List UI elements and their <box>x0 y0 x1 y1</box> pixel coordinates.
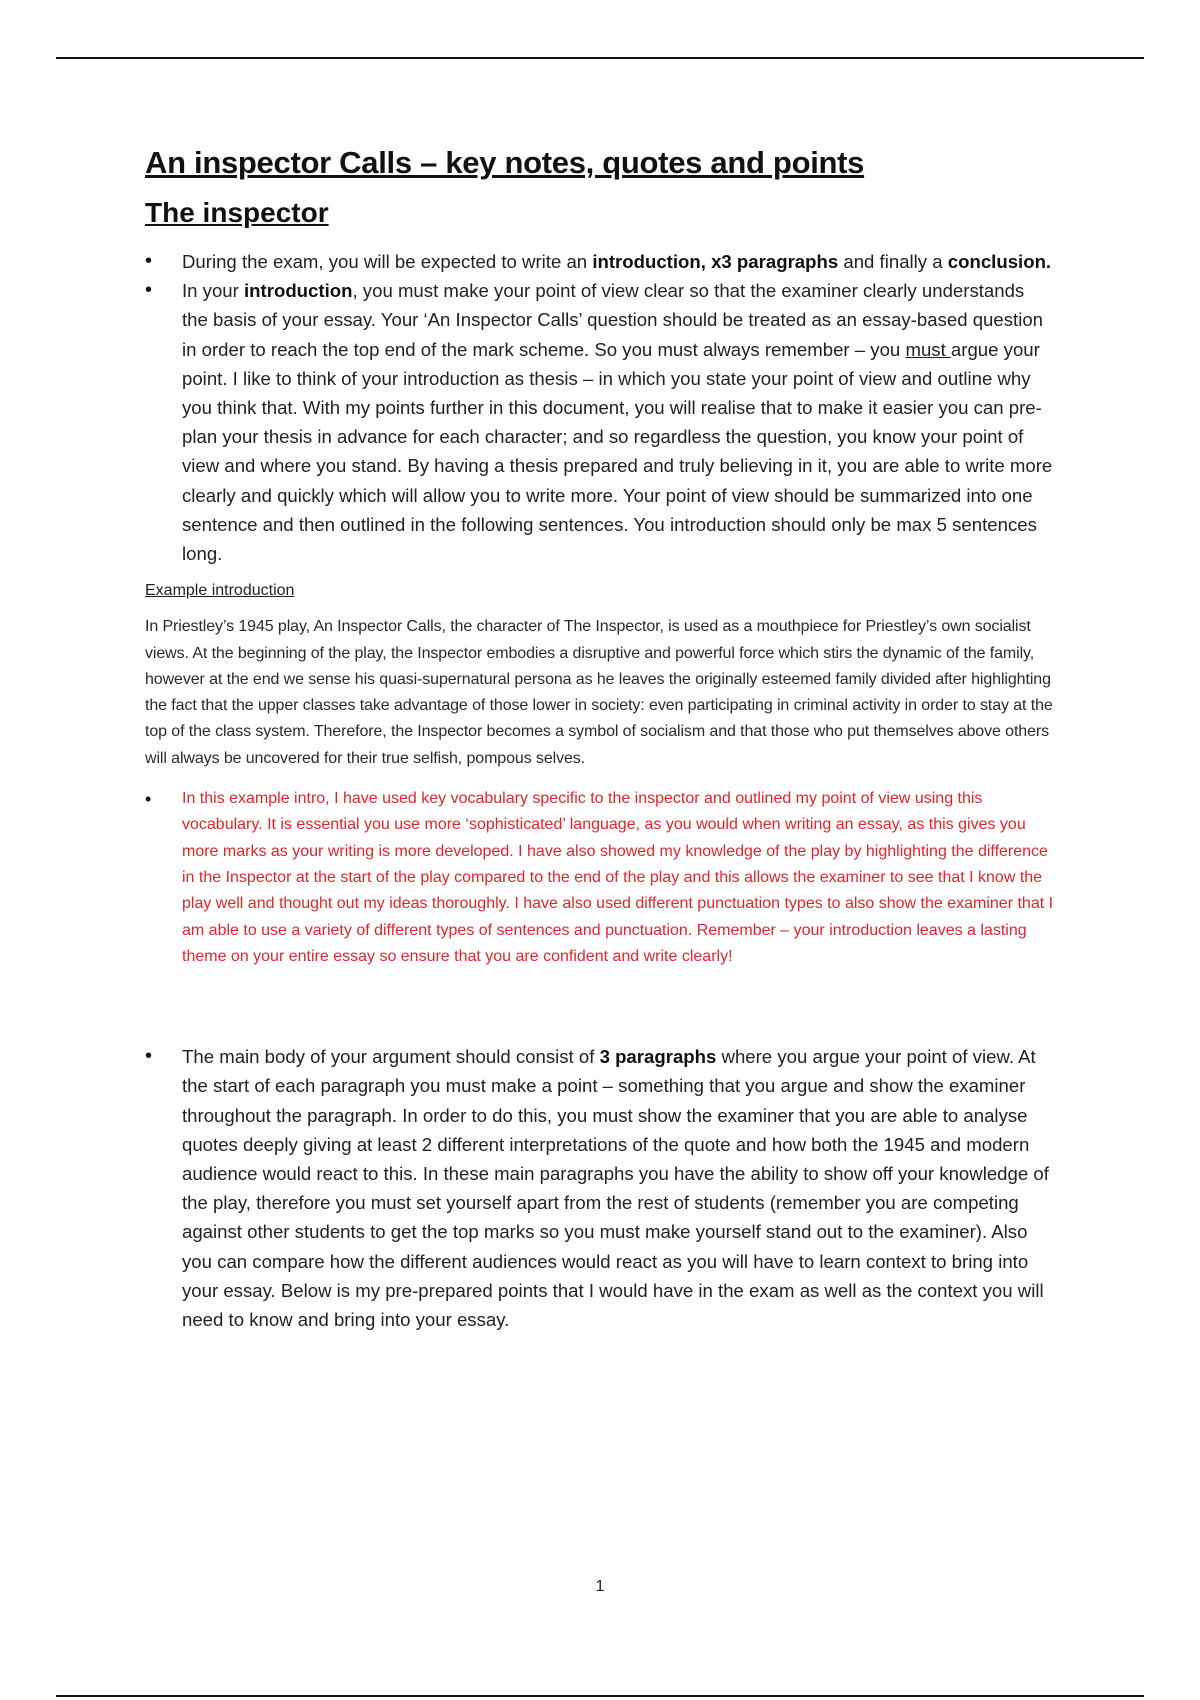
main-body-bullet-list <box>145 1042 1055 1334</box>
list-item: • In your introduction, you must make your point of view clear so that the examiner clearly understands the basis of your essay. Your ‘An Inspector Calls’ question should be treated as an essay-based question in order to reach the top end of the mark scheme. So you must always remember – you must argue your point. I like to think of your introduction as thesis – in which you state your point of view and outline why you think that. With my points further in this document, you will realise that to make it easier you can pre-plan your thesis in advance for each character; and so regardless the question, you know your point of view and where you stand. By having a thesis prepared and truly believing in it, you are able to write more clearly and quickly which will allow you to write more. Your point of view should be summarized into one sentence and then outlined in the following sentences. You introduction should only be max 5 sentences long. <box>145 276 1055 568</box>
bold-text: introduction, x3 paragraphs <box>592 251 839 272</box>
example-heading: Example introduction <box>145 582 295 600</box>
underlined-text: must <box>905 338 951 360</box>
intro-bullet-list <box>145 247 1055 568</box>
section-heading: The inspector <box>145 197 329 228</box>
header-rule <box>56 57 1144 59</box>
bold-text: introduction <box>244 280 353 302</box>
list-item: • The main body of your argument should consist of 3 paragraphs where you argue your point of view. At the start of each paragraph you must make a point – something that you argue and show the examiner throughout the paragraph. In order to do this, you must show the examiner that you are able to analyse quotes deeply giving at least 2 different interpretations of the quote and how both the 1945 and modern audience would react to this. In these main paragraphs you have the ability to show off your knowledge of the play, therefore you must set yourself apart from the rest of students (remember you are competing against other students to get the top marks so you must make yourself stand out to the examiner). Also you can compare how the different audiences would react as you will have to learn context to bring into your essay. Below is my pre-prepared points that I would have in the exam as well as the context you will need to know and bring into your essay. <box>145 1042 1055 1334</box>
page-number: 1 <box>595 1578 605 1595</box>
bold-text: 3 paragraphs <box>599 1046 717 1068</box>
bold-text: conclusion. <box>947 251 1052 272</box>
document-title: An inspector Calls – key notes, quotes and points <box>145 145 865 180</box>
footer-rule <box>56 1695 1144 1697</box>
teacher-note-list <box>145 786 1055 970</box>
list-item: • During the exam, you will be expected to write an introduction, x3 paragraphs and finally a conclusion. <box>145 247 1055 276</box>
example-paragraph: In Priestley’s 1945 play, An Inspector Calls, the character of The Inspector, is used as a mouthpiece for Priestley’s own socialist views. At the beginning of the play, the Inspector embodies a disruptive and powerful force which stirs the dynamic of the family, however at the end we sense his quasi-supernatural persona as he leaves the originally esteemed family divided after highlighting the fact that the upper classes take advantage of those lower in society: even participating in criminal activity in order to stay at the top of the class system. Therefore, the Inspector becomes a symbol of socialism and that those who put themselves above others will always be uncovered for their true selfish, pompous selves. <box>145 618 1053 767</box>
document-body <box>145 145 1055 1334</box>
teacher-note: • In this example intro, I have used key vocabulary specific to the inspector and outlined my point of view using this vocabulary. It is essential you use more ‘sophisticated’ language, as you would when writing an essay, as this gives you more marks as your writing is more developed. I have also showed my knowledge of the play by highlighting the difference in the Inspector at the start of the play compared to the end of the play and this allows the examiner to see that I know the play well and thought out my ideas thoroughly. I have also used different punctuation types to also show the examiner that I am able to use a variety of different types of sentences and punctuation. Remember – your introduction leaves a lasting theme on your entire essay so ensure that you are confident and write clearly! <box>145 786 1055 970</box>
